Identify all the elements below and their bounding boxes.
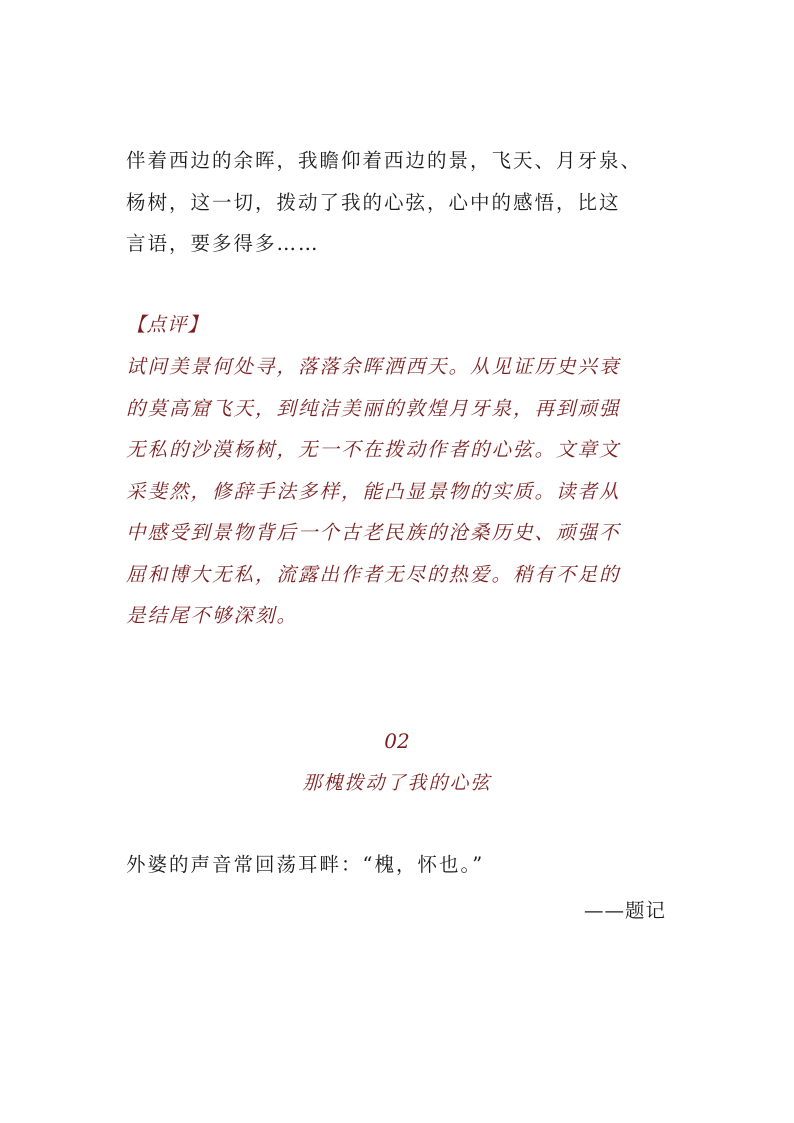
comment-line: 试问美景何处寻，落落余晖洒西天。从见证历史兴衰 [126,355,621,378]
comment-line: 采斐然，修辞手法多样，能凸显景物的实质。读者从 [126,479,621,503]
paragraph-line: 言语，要多得多…… [126,232,320,255]
paragraph-line: 杨树，这一切，拨动了我的心弦，心中的感悟，比这 [126,190,621,214]
comment-line: 无私的沙漠杨树，无一不在拨动作者的心弦。文章文 [126,438,621,461]
comment-line: 是结尾不够深刻。 [126,604,299,627]
section-title: 那槐拨动了我的心弦 [302,772,492,794]
comment-line: 屈和博大无私，流露出作者无尽的热爱。稍有不足的 [126,562,621,586]
epigraph-text: 外婆的声音常回荡耳畔：“槐，怀也。” [126,853,485,876]
comment-paragraph [126,346,671,637]
comment-line: 的莫高窟飞天，到纯洁美丽的敦煌月牙泉，再到顽强 [126,396,621,420]
comment-line: 中感受到景物背后一个古老民族的沧桑历史、顽强不 [126,521,621,544]
section-number: 02 [384,729,410,753]
paragraph-line: 伴着西边的余晖，我瞻仰着西边的景，飞天、月牙泉、 [126,149,643,172]
body-paragraph [126,140,671,265]
comment-heading: 【点评】 [126,313,209,336]
epigraph-source: ——题记 [583,899,666,922]
